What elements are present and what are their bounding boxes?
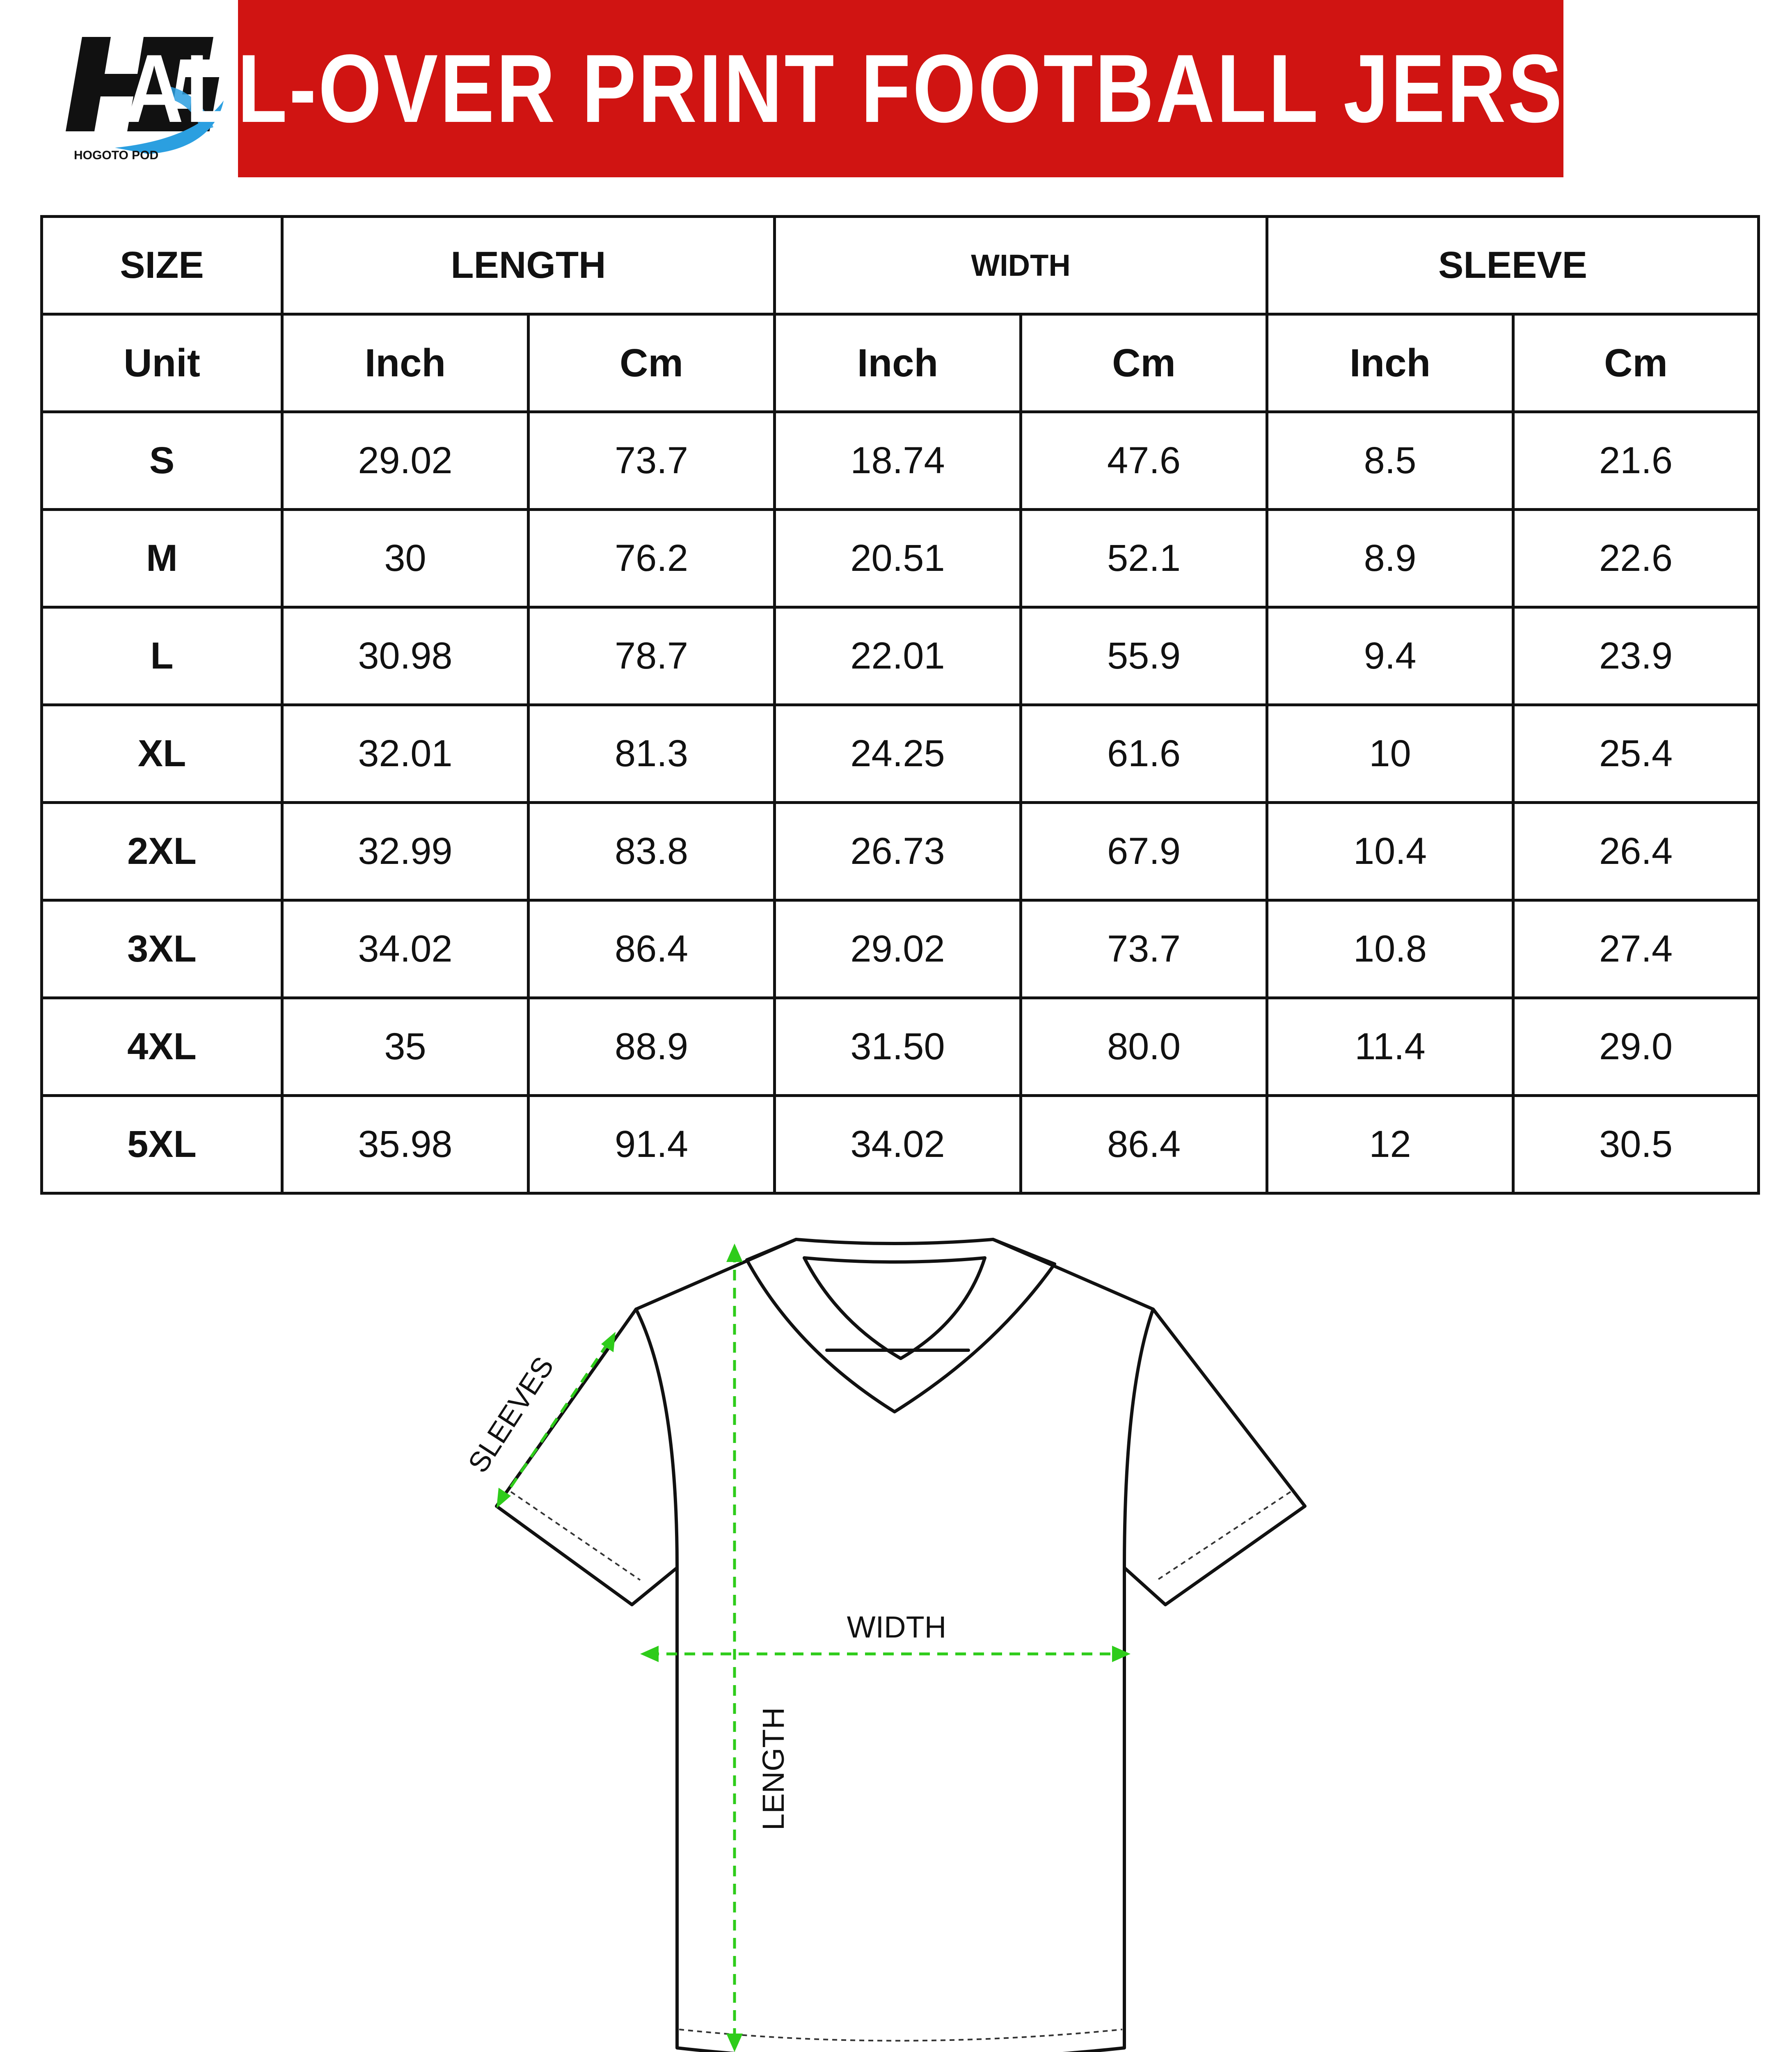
length-cm-cell: 83.8 <box>529 803 775 900</box>
size-cell: 5XL <box>42 1096 282 1193</box>
length-cm-cell: 88.9 <box>529 998 775 1096</box>
width-cm-cell: 55.9 <box>1021 607 1267 705</box>
size-cell: 4XL <box>42 998 282 1096</box>
table-row <box>42 705 1759 803</box>
width-cm-cell: 47.6 <box>1021 412 1267 510</box>
length-inch-cell: 29.02 <box>282 412 529 510</box>
table-row <box>42 412 1759 510</box>
brand-tagline: HOGOTO POD <box>74 149 159 162</box>
sleeve-inch-cell: 12 <box>1267 1096 1513 1193</box>
width-inch-cell: 22.01 <box>775 607 1021 705</box>
size-cell: XL <box>42 705 282 803</box>
length-inch-cell: 32.01 <box>282 705 529 803</box>
sleeves-label: SLEEVES <box>462 1351 560 1478</box>
length-inch-cell: 34.02 <box>282 900 529 998</box>
length-cm-cell: 73.7 <box>529 412 775 510</box>
length-inch-cell: 35.98 <box>282 1096 529 1193</box>
unit-label: Unit <box>42 314 282 412</box>
width-inch-cell: 26.73 <box>775 803 1021 900</box>
length-cm-cell: 86.4 <box>529 900 775 998</box>
table-header-row <box>42 217 1759 314</box>
sleeve-cm-cell: 26.4 <box>1513 803 1759 900</box>
unit-width-inch: Inch <box>775 314 1021 412</box>
sleeve-cm-cell: 25.4 <box>1513 705 1759 803</box>
table-row <box>42 900 1759 998</box>
length-inch-cell: 30.98 <box>282 607 529 705</box>
width-label: WIDTH <box>847 1610 947 1644</box>
sleeve-cm-cell: 29.0 <box>1513 998 1759 1096</box>
table-row <box>42 998 1759 1096</box>
length-arrow-bottom-icon <box>726 2034 743 2052</box>
length-cm-cell: 78.7 <box>529 607 775 705</box>
width-cm-cell: 73.7 <box>1021 900 1267 998</box>
size-cell: 3XL <box>42 900 282 998</box>
sleeve-cm-cell: 30.5 <box>1513 1096 1759 1193</box>
jersey-diagram <box>447 1227 1325 2052</box>
sleeve-inch-cell: 9.4 <box>1267 607 1513 705</box>
length-cm-cell: 76.2 <box>529 510 775 607</box>
width-arrow-left-icon <box>640 1646 659 1662</box>
sleeve-inch-cell: 8.5 <box>1267 412 1513 510</box>
width-inch-cell: 18.74 <box>775 412 1021 510</box>
sleeve-inch-cell: 10.8 <box>1267 900 1513 998</box>
width-inch-cell: 24.25 <box>775 705 1021 803</box>
table-unit-row <box>42 314 1759 412</box>
width-cm-cell: 67.9 <box>1021 803 1267 900</box>
width-cm-cell: 86.4 <box>1021 1096 1267 1193</box>
length-inch-cell: 35 <box>282 998 529 1096</box>
width-arrow-right-icon <box>1112 1646 1131 1662</box>
width-cm-cell: 80.0 <box>1021 998 1267 1096</box>
width-inch-cell: 29.02 <box>775 900 1021 998</box>
width-cm-cell: 61.6 <box>1021 705 1267 803</box>
sleeve-cm-cell: 21.6 <box>1513 412 1759 510</box>
jersey-outline-icon <box>447 1227 1325 2052</box>
table-row <box>42 1096 1759 1193</box>
sleeve-inch-cell: 8.9 <box>1267 510 1513 607</box>
unit-length-inch: Inch <box>282 314 529 412</box>
length-label: LENGTH <box>756 1707 790 1831</box>
width-inch-cell: 20.51 <box>775 510 1021 607</box>
sleeve-cm-cell: 23.9 <box>1513 607 1759 705</box>
unit-sleeve-cm: Cm <box>1513 314 1759 412</box>
sleeve-inch-cell: 10 <box>1267 705 1513 803</box>
page-title: ALL-OVER PRINT FOOTBALL JERSEY <box>124 34 1677 143</box>
width-cm-cell: 52.1 <box>1021 510 1267 607</box>
length-cm-cell: 91.4 <box>529 1096 775 1193</box>
size-cell: S <box>42 412 282 510</box>
unit-sleeve-inch: Inch <box>1267 314 1513 412</box>
length-inch-cell: 30 <box>282 510 529 607</box>
sleeve-inch-cell: 11.4 <box>1267 998 1513 1096</box>
table-row <box>42 607 1759 705</box>
header-size: SIZE <box>42 217 282 314</box>
sleeve-inch-cell: 10.4 <box>1267 803 1513 900</box>
table-row <box>42 510 1759 607</box>
header-sleeve: SLEEVE <box>1267 217 1759 314</box>
width-inch-cell: 31.50 <box>775 998 1021 1096</box>
sleeve-cm-cell: 22.6 <box>1513 510 1759 607</box>
table-row <box>42 803 1759 900</box>
size-cell: 2XL <box>42 803 282 900</box>
unit-length-cm: Cm <box>529 314 775 412</box>
header-length: LENGTH <box>282 217 775 314</box>
unit-width-cm: Cm <box>1021 314 1267 412</box>
size-chart-table <box>40 215 1760 1195</box>
sleeve-cm-cell: 27.4 <box>1513 900 1759 998</box>
width-inch-cell: 34.02 <box>775 1096 1021 1193</box>
length-inch-cell: 32.99 <box>282 803 529 900</box>
length-cm-cell: 81.3 <box>529 705 775 803</box>
header-width: WIDTH <box>775 217 1267 314</box>
length-arrow-top-icon <box>726 1244 743 1262</box>
header-banner <box>124 0 1677 177</box>
size-cell: M <box>42 510 282 607</box>
size-cell: L <box>42 607 282 705</box>
